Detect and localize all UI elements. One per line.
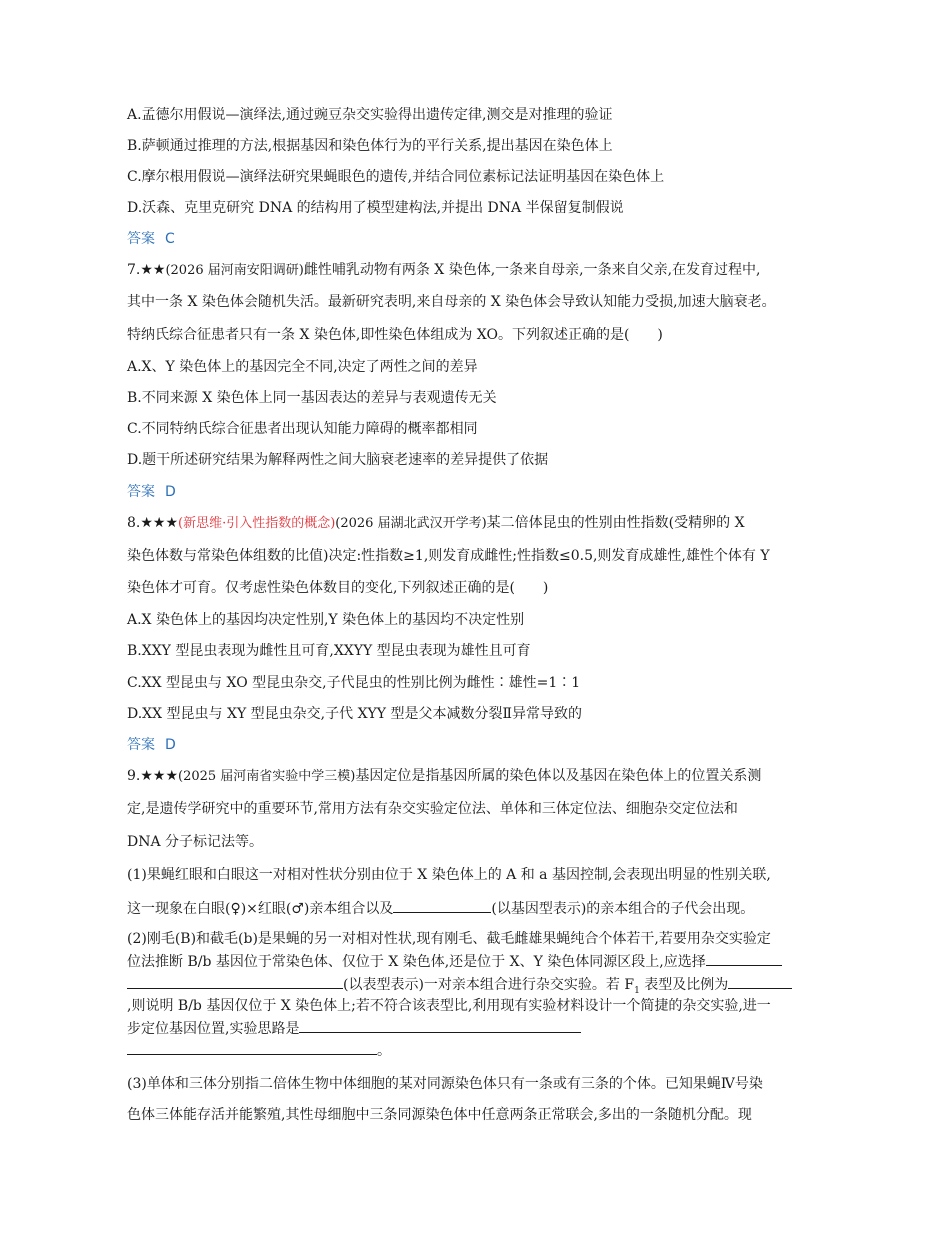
q7-answer	[127, 482, 176, 502]
q9-stem-line-3: DNA 分子标记法等。	[127, 834, 264, 850]
q9-part1-text-a: 这一现象在白眼(♀)×红眼(♂)亲本组合以及	[127, 901, 394, 917]
answer-label: 答案	[127, 737, 155, 753]
q9-source: (2025 届河南省实验中学三模)	[178, 769, 356, 784]
answer-blank[interactable]	[393, 898, 491, 913]
q9-part1-line-1: (1)果蝇红眼和白眼这一对相对性状分别由位于 X 染色体上的 A 和 a 基因控制,会表现出明显的性别关联,	[127, 867, 771, 883]
answer-blank[interactable]	[728, 974, 792, 989]
q9-stem-text: 基因定位是指基因所属的染色体以及基因在染色体上的位置关系测	[355, 768, 762, 784]
q9-stem-line-1	[127, 766, 761, 786]
q9-part2-line-6	[127, 1040, 391, 1060]
q9-part2-line-4: ,则说明 B/b 基因仅位于 X 染色体上;若不符合该表型比,利用现有实验材料设计一个简捷的杂交实验,进一	[127, 998, 771, 1014]
answer-label: 答案	[127, 231, 155, 247]
q8-option-b: B.XXY 型昆虫表现为雌性且可育,XXYY 型昆虫表现为雄性且可育	[127, 643, 531, 659]
q9-part2-line-3	[127, 974, 792, 994]
q6-answer	[127, 229, 175, 249]
q9-part1-line-2	[127, 898, 754, 918]
q9-part2-text-c: 步定位基因位置,实验思路是	[127, 1021, 300, 1037]
q8-stem-line-1	[127, 513, 745, 533]
q7-stem-line-3: 特纳氏综合征患者只有一条 X 染色体,即性染色体组成为 XO。下列叙述正确的是( )	[127, 327, 663, 343]
answer-value: C	[165, 231, 175, 247]
q9-part3-line-2: 色体三体能存活并能繁殖,其性母细胞中三条同源染色体中任意两条正常联会,多出的一条随机分配。现	[127, 1107, 752, 1123]
q7-source: (2026 届河南安阳调研)	[165, 263, 304, 278]
q8-answer	[127, 735, 176, 755]
q8-tag: (新思维·引入性指数的概念)	[178, 516, 336, 531]
q8-option-a: A.X 染色体上的基因均决定性别,Y 染色体上的基因均不决定性别	[127, 612, 525, 628]
q9-part2-text-a: (以表型表示)一对亲本组合进行杂交实验。若 F	[343, 977, 635, 993]
q9-part2-line-5	[127, 1018, 581, 1038]
q6-option-d: D.沃森、克里克研究 DNA 的结构用了模型建构法,并提出 DNA 半保留复制假说	[127, 200, 624, 216]
q6-option-c: C.摩尔根用假说—演绎法研究果蝇眼色的遗传,并结合同位素标记法证明基因在染色体上	[127, 169, 665, 185]
q7-stem-text: 雌性哺乳动物有两条 X 染色体,一条来自母亲,一条来自父亲,在发育过程中,	[303, 262, 761, 278]
answer-blank[interactable]	[299, 1018, 581, 1033]
f1-subscript: 1	[634, 985, 640, 996]
q9-part1-text-b: (以基因型表示)的亲本组合的子代会出现。	[491, 901, 755, 917]
q9-part2-end: 。	[377, 1043, 391, 1059]
q8-stem-text: 某二倍体昆虫的性别由性指数(受精卵的 X	[486, 515, 745, 531]
q8-stem-line-2: 染色体数与常染色体组数的比值)决定:性指数≥1,则发育成雌性;性指数≤0.5,则发育成雄性,雄性个体有 Y	[127, 548, 770, 564]
q8-stem-line-3: 染色体才可育。仅考虑性染色体数目的变化,下列叙述正确的是( )	[127, 580, 549, 596]
q7-option-b: B.不同来源 X 染色体上同一基因表达的差异与表观遗传无关	[127, 390, 497, 406]
q7-option-d: D.题干所述研究结果为解释两性之间大脑衰老速率的差异提供了依据	[127, 452, 549, 468]
q9-number: 9.★★★	[127, 768, 179, 784]
q7-stem-line-2: 其中一条 X 染色体会随机失活。最新研究表明,来自母亲的 X 染色体会导致认知能力受损,加速大脑衰老。	[127, 294, 776, 310]
q8-option-c: C.XX 型昆虫与 XO 型昆虫杂交,子代昆虫的性别比例为雌性∶雄性=1∶1	[127, 675, 581, 691]
q9-part3-line-1: (3)单体和三体分别指二倍体生物中体细胞的某对同源染色体只有一条或有三条的个体。已知果蝇Ⅳ号染	[127, 1076, 763, 1092]
q7-stem-line-1	[127, 260, 761, 280]
q9-part2-line-2	[127, 951, 782, 971]
answer-blank[interactable]	[127, 974, 343, 989]
q6-option-a: A.孟德尔用假说—演绎法,通过豌豆杂交实验得出遗传定律,测交是对推理的验证	[127, 107, 613, 123]
q6-option-b: B.萨顿通过推理的方法,根据基因和染色体行为的平行关系,提出基因在染色体上	[127, 138, 613, 154]
q7-number: 7.★★	[127, 262, 166, 278]
q9-part2-line-1: (2)刚毛(B)和截毛(b)是果蝇的另一对相对性状,现有刚毛、截毛雌雄果蝇纯合个体若干,若要用杂交实验定	[127, 931, 771, 947]
q7-option-c: C.不同特纳氏综合征患者出现认知能力障碍的概率都相同	[127, 421, 478, 437]
q8-source: (2026 届湖北武汉开学考)	[335, 516, 487, 531]
answer-blank[interactable]	[706, 951, 782, 966]
q7-option-a: A.X、Y 染色体上的基因完全不同,决定了两性之间的差异	[127, 359, 478, 375]
q9-stem-line-2: 定,是遗传学研究中的重要环节,常用方法有杂交实验定位法、单体和三体定位法、细胞杂交定位法和	[127, 801, 738, 817]
answer-value: D	[165, 737, 176, 753]
q8-number: 8.★★★	[127, 515, 179, 531]
q8-option-d: D.XX 型昆虫与 XY 型昆虫杂交,子代 XYY 型是父本减数分裂Ⅱ异常导致的	[127, 706, 582, 722]
q9-part2-text-b: 表型及比例为	[639, 977, 729, 993]
q9-part2-text: 位法推断 B/b 基因位于常染色体、仅位于 X 染色体,还是位于 X、Y 染色体同源区段上,应选择	[127, 954, 706, 970]
answer-value: D	[165, 484, 176, 500]
answer-blank[interactable]	[127, 1040, 377, 1055]
answer-label: 答案	[127, 484, 155, 500]
